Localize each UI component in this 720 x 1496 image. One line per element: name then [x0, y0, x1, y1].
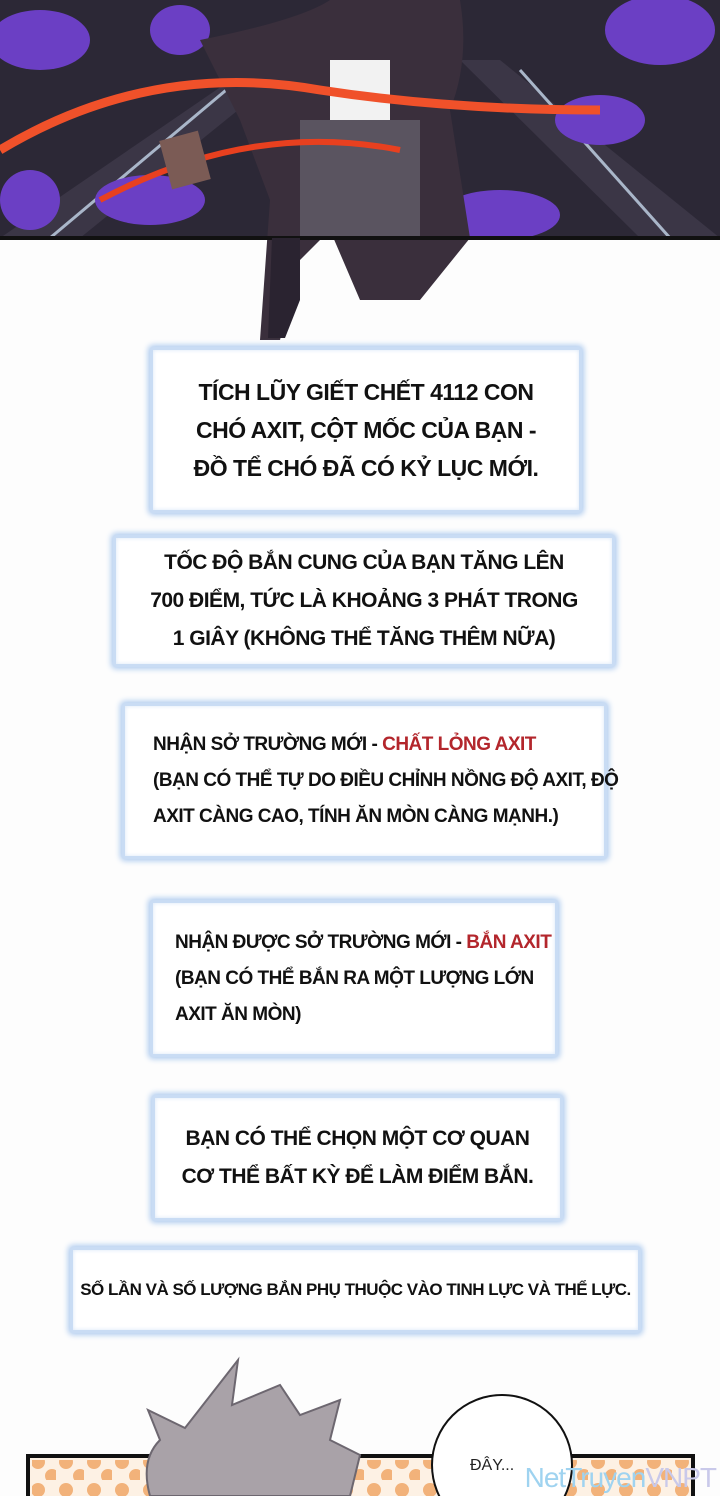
message-line: ĐỒ TỂ CHÓ ĐÃ CÓ KỶ LỤC MỚI. [193, 455, 539, 481]
speech-bubble-text: ĐÂY... [470, 1457, 515, 1474]
message-line: 700 ĐIỂM, TỨC LÀ KHOẢNG 3 PHÁT TRONG [150, 589, 578, 612]
action-scene-illustration [0, 0, 720, 345]
message-line: (BẠN CÓ THỂ BẮN RA MỘT LƯỢNG LỚN [175, 967, 534, 989]
message-prefix: NHẬN ĐƯỢC SỞ TRƯỜNG MỚI - [175, 931, 467, 953]
message-line: CƠ THỂ BẤT KỲ ĐỂ LÀM ĐIỂM BẮN. [181, 1165, 534, 1188]
message-line [153, 727, 536, 763]
message-line [175, 925, 551, 961]
message-line: 1 GIÂY (KHÔNG THỂ TĂNG THÊM NỮA) [172, 627, 556, 650]
system-message-archery-speed [113, 535, 615, 667]
system-message-acid-liquid [122, 703, 619, 859]
message-line: TÍCH LŨY GIẾT CHẾT 4112 CON [198, 379, 534, 405]
system-message-limits [70, 1247, 641, 1333]
site-watermark [525, 1462, 716, 1494]
message-line: BẠN CÓ THỂ CHỌN MỘT CƠ QUAN [185, 1127, 530, 1150]
message-line: TỐC ĐỘ BẮN CUNG CỦA BẠN TĂNG LÊN [164, 551, 564, 574]
system-message-kill-milestone [150, 347, 582, 513]
message-line: AXIT CÀNG CAO, TÍNH ĂN MÒN CÀNG MẠNH.) [153, 806, 559, 827]
watermark-part2: VNPT [645, 1462, 716, 1493]
system-message-firing-point [152, 1095, 563, 1221]
system-message-acid-shot [150, 900, 558, 1057]
watermark-part1: NetTruyen [524, 1462, 646, 1493]
skill-name-highlight: BẮN AXIT [466, 931, 552, 953]
message-line: (BẠN CÓ THỂ TỰ DO ĐIỀU CHỈNH NỒNG ĐỘ AXIT, ĐỘ [153, 770, 619, 791]
message-line: CHÓ AXIT, CỘT MỐC CỦA BẠN - [195, 417, 536, 443]
message-prefix: NHẬN SỞ TRƯỜNG MỚI - [153, 734, 383, 755]
message-line: AXIT ĂN MÒN) [175, 1003, 301, 1025]
message-line: SỐ LẦN VÀ SỐ LƯỢNG BẮN PHỤ THUỘC VÀO TINH LỰC VÀ THỂ LỰC. [80, 1280, 631, 1299]
skill-name-highlight: CHẤT LỎNG AXIT [382, 734, 536, 755]
